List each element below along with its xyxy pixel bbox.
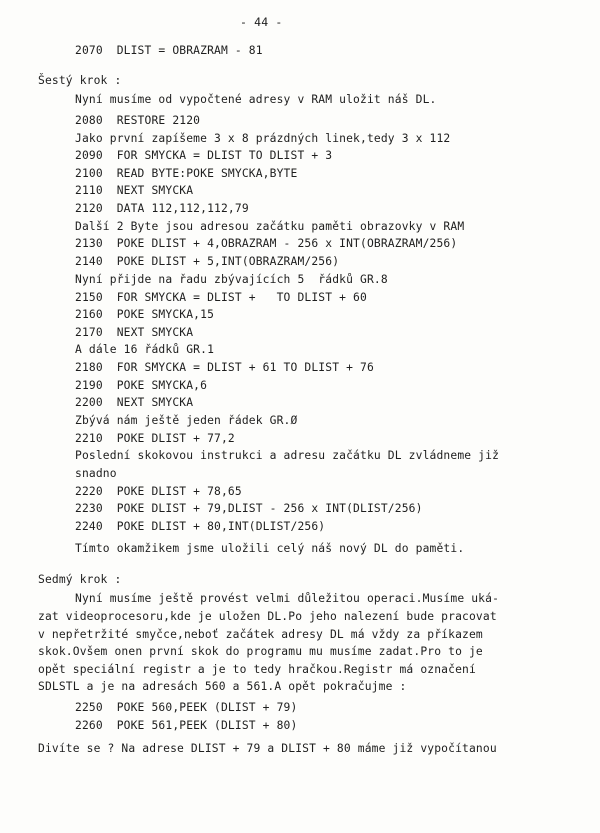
code-line: 2190 POKE SMYCKA,6 bbox=[75, 379, 208, 392]
code-line: 2120 DATA 112,112,112,79 bbox=[75, 202, 249, 215]
code-line: 2070 DLIST = OBRAZRAM - 81 bbox=[75, 44, 263, 57]
text-line: Další 2 Byte jsou adresou začátku paměti obrazovky v RAM bbox=[75, 220, 465, 233]
text-line: snadno bbox=[75, 467, 117, 480]
code-line: 2220 POKE DLIST + 78,65 bbox=[75, 485, 242, 498]
text-line: Zbývá nám ještě jeden řádek GR.Ø bbox=[75, 414, 298, 427]
code-line: 2230 POKE DLIST + 79,DLIST - 256 x INT(DLIST/256) bbox=[75, 502, 423, 515]
code-line: 2170 NEXT SMYCKA bbox=[75, 326, 194, 339]
text-line: Nyní musíme ještě provést velmi důležitou operaci.Musíme uká- bbox=[75, 592, 500, 605]
code-line: 2210 POKE DLIST + 77,2 bbox=[75, 432, 235, 445]
text-line: SDLSTL a je na adresách 560 a 561.A opět pokračujme : bbox=[38, 680, 407, 693]
code-line: 2080 RESTORE 2120 bbox=[75, 114, 201, 127]
code-line: 2100 READ BYTE:POKE SMYCKA,BYTE bbox=[75, 167, 298, 180]
code-line: 2260 POKE 561,PEEK (DLIST + 80) bbox=[75, 719, 298, 732]
page-number: - 44 - bbox=[240, 15, 283, 29]
text-line: Jako první zapíšeme 3 x 8 prázdných linek,tedy 3 x 112 bbox=[75, 132, 451, 145]
text-line: Poslední skokovou instrukci a adresu začátku DL zvládneme již bbox=[75, 449, 500, 462]
text-line: zat videoprocesoru,kde je uložen DL.Po jeho nalezení bude pracovat bbox=[38, 610, 497, 623]
code-line: 2130 POKE DLIST + 4,OBRAZRAM - 256 x INT(OBRAZRAM/256) bbox=[75, 237, 458, 250]
code-line: 2180 FOR SMYCKA = DLIST + 61 TO DLIST + 76 bbox=[75, 361, 374, 374]
section-heading: Šestý krok : bbox=[38, 74, 122, 87]
section-heading: Sedmý krok : bbox=[38, 573, 122, 586]
code-line: 2250 POKE 560,PEEK (DLIST + 79) bbox=[75, 701, 298, 714]
code-line: 2090 FOR SMYCKA = DLIST TO DLIST + 3 bbox=[75, 149, 333, 162]
code-line: 2140 POKE DLIST + 5,INT(OBRAZRAM/256) bbox=[75, 255, 340, 268]
text-line: v nepřetržité smyčce,neboť začátek adresy DL má vždy za příkazem bbox=[38, 628, 483, 641]
code-line: 2240 POKE DLIST + 80,INT(DLIST/256) bbox=[75, 520, 326, 533]
code-line: 2200 NEXT SMYCKA bbox=[75, 396, 194, 409]
text-line: Tímto okamžikem jsme uložili celý náš nový DL do paměti. bbox=[75, 542, 465, 555]
text-line: opět speciální registr a je to tedy hračkou.Registr má označení bbox=[38, 663, 476, 676]
text-line: skok.Ovšem onen první skok do programu mu musíme zadat.Pro to je bbox=[38, 645, 483, 658]
code-line: 2150 FOR SMYCKA = DLIST + TO DLIST + 60 bbox=[75, 291, 367, 304]
text-line: A dále 16 řádků GR.1 bbox=[75, 343, 215, 356]
code-line: 2160 POKE SMYCKA,15 bbox=[75, 308, 215, 321]
code-line: 2110 NEXT SMYCKA bbox=[75, 184, 194, 197]
text-line: Nyní přijde na řadu zbývajících 5 řádků GR.8 bbox=[75, 273, 388, 286]
text-line: Nyní musíme od vypočtené adresy v RAM uložit náš DL. bbox=[75, 93, 437, 106]
text-line: Divíte se ? Na adrese DLIST + 79 a DLIST + 80 máme již vypočítanou bbox=[38, 742, 497, 755]
